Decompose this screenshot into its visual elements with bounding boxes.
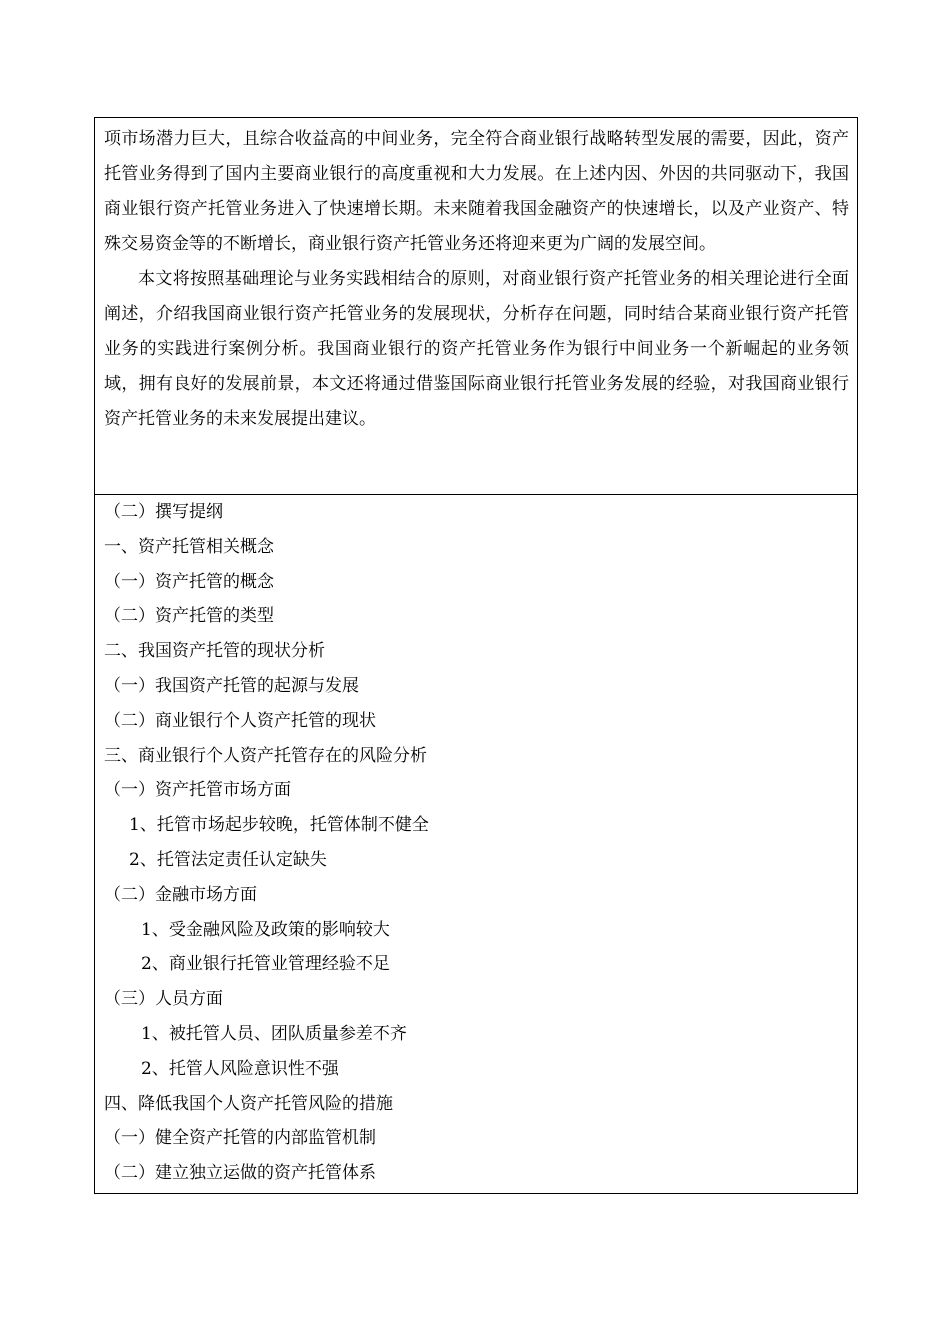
outline-section: （一）我国资产托管的起源与发展 [104, 675, 359, 696]
outline-item: 1、受金融风险及政策的影响较大 [141, 919, 390, 940]
outline-item: 1、托管市场起步较晚，托管体制不健全 [129, 815, 429, 836]
outline-item: 2、托管法定责任认定缺失 [129, 849, 327, 870]
outline-cell [95, 495, 857, 1193]
outline-section: （二）金融市场方面 [104, 884, 257, 905]
outline-section: （二）资产托管的类型 [104, 606, 274, 627]
outline-section: （一）资产托管的概念 [104, 571, 274, 592]
outline-section: （一）资产托管市场方面 [104, 780, 291, 801]
outline-chapter: 一、资产托管相关概念 [104, 536, 274, 557]
outline-section: （二）建立独立运做的资产托管体系 [104, 1163, 376, 1184]
intro-paragraph-2: 本文将按照基础理论与业务实践相结合的原则，对商业银行资产托管业务的相关理论进行全面阐述，介绍我国商业银行资产托管业务的发展现状，分析存在问题，同时结合某商业银行资产托管业务的实践进行案例分析。我国商业银行的资产托管业务作为银行中间业务一个新崛起的业务领域，拥有良好的发展前景，本文还将通过借鉴国际商业银行托管业务发展的经验，对我国商业银行资产托管业务的未来发展提出建议。 [104, 269, 849, 429]
outline-item: 2、托管人风险意识性不强 [141, 1058, 339, 1079]
proposal-table [94, 117, 858, 1194]
intro-paragraph-1: 项市场潜力巨大，且综合收益高的中间业务，完全符合商业银行战略转型发展的需要，因此，资产托管业务得到了国内主要商业银行的高度重视和大力发展。在上述内因、外因的共同驱动下，我国商业银行资产托管业务进入了快速增长期。未来随着我国金融资产的快速增长，以及产业资产、特殊交易资金等的不断增长，商业银行资产托管业务还将迎来更为广阔的发展空间。 [104, 129, 849, 254]
outline-chapter: 四、降低我国个人资产托管风险的措施 [104, 1093, 393, 1114]
outline-heading: （二）撰写提纲 [104, 502, 223, 522]
outline-item: 2、商业银行托管业管理经验不足 [141, 954, 390, 975]
outline-section: （三）人员方面 [104, 989, 223, 1010]
outline-section: （二）商业银行个人资产托管的现状 [104, 710, 376, 731]
outline-chapter: 三、商业银行个人资产托管存在的风险分析 [104, 745, 427, 766]
outline-chapter: 二、我国资产托管的现状分析 [104, 641, 325, 662]
outline-item: 1、被托管人员、团队质量参差不齐 [141, 1023, 407, 1044]
intro-cell [95, 118, 857, 495]
outline-section: （一）健全资产托管的内部监管机制 [104, 1128, 376, 1149]
